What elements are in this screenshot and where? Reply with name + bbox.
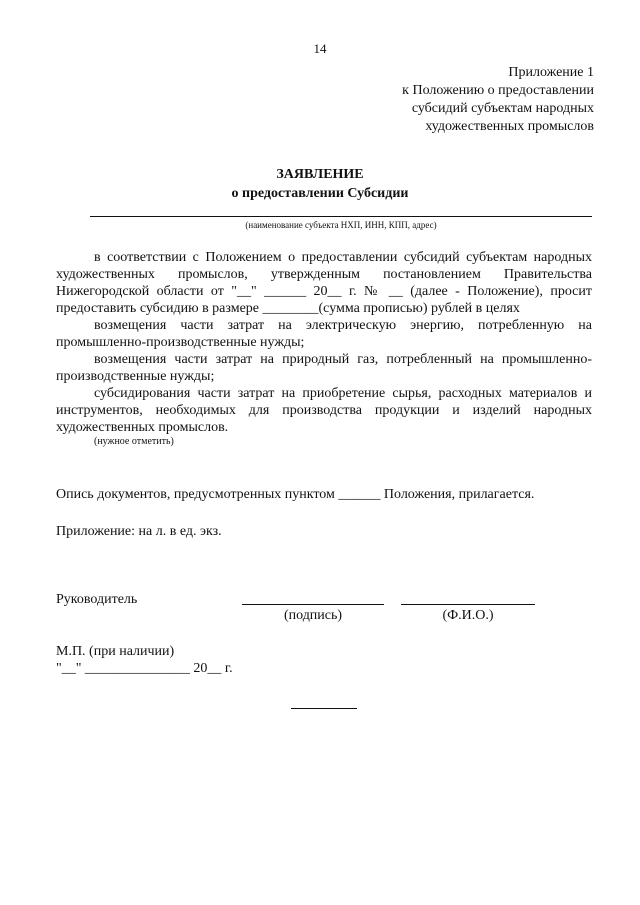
page-number: 14 <box>313 41 327 56</box>
purpose-gas: возмещения части затрат на природный газ, потребленный на промышленно-производственные нужды; <box>56 352 592 384</box>
signature-caption: (подпись) <box>283 608 343 623</box>
stamp-label: М.П. (при наличии) <box>56 644 175 659</box>
inventory-line: Опись документов, предусмотренных пунктом ______ Положения, прилагается. <box>56 487 535 502</box>
application-body <box>56 249 592 448</box>
attachment-line: Приложение: на л. в ед. экз. <box>56 524 222 539</box>
purpose-materials: субсидирования части затрат на приобретение сырья, расходных материалов и инструментов, необходимых для производства продукции и изделий народных художественных промыслов. <box>56 386 592 435</box>
subject-caption: (наименование субъекта НХП, ИНН, КПП, адрес) <box>245 220 437 230</box>
full-name-caption: (Ф.И.О.) <box>442 608 494 623</box>
appendix-line-2: к Положению о предоставлении <box>402 83 594 98</box>
signatory-role: Руководитель <box>56 592 138 607</box>
appendix-line-4: художественных промыслов <box>425 119 594 134</box>
intro-paragraph: в соответствии с Положением о предоставлении субсидий субъектам народных художественных промыслов, утвержденным постановлением Правительства Нижегородской области от "__" ______ 20__ г. № __ (далее - Положение), просит предоставить субсидию в размере ________(сумма прописью) рублей в целях <box>56 250 592 316</box>
purpose-electricity: возмещения части затрат на электрическую энергию, потребленную на промышленно-производственные нужды; <box>56 318 592 350</box>
select-note: (нужное отметить) <box>94 436 174 447</box>
appendix-header <box>402 64 594 136</box>
subject-name-line <box>90 216 592 217</box>
appendix-line-3: субсидий субъектам народных <box>411 101 594 116</box>
title-main: ЗАЯВЛЕНИЕ <box>276 167 364 182</box>
appendix-line-1: Приложение 1 <box>508 65 594 80</box>
date-line: "__" _______________ 20__ г. <box>56 661 233 676</box>
full-name-line <box>401 604 535 605</box>
signature-line <box>242 604 384 605</box>
closing-rule <box>291 708 357 709</box>
document-title <box>0 165 640 203</box>
title-sub: о предоставлении Субсидии <box>231 186 409 201</box>
